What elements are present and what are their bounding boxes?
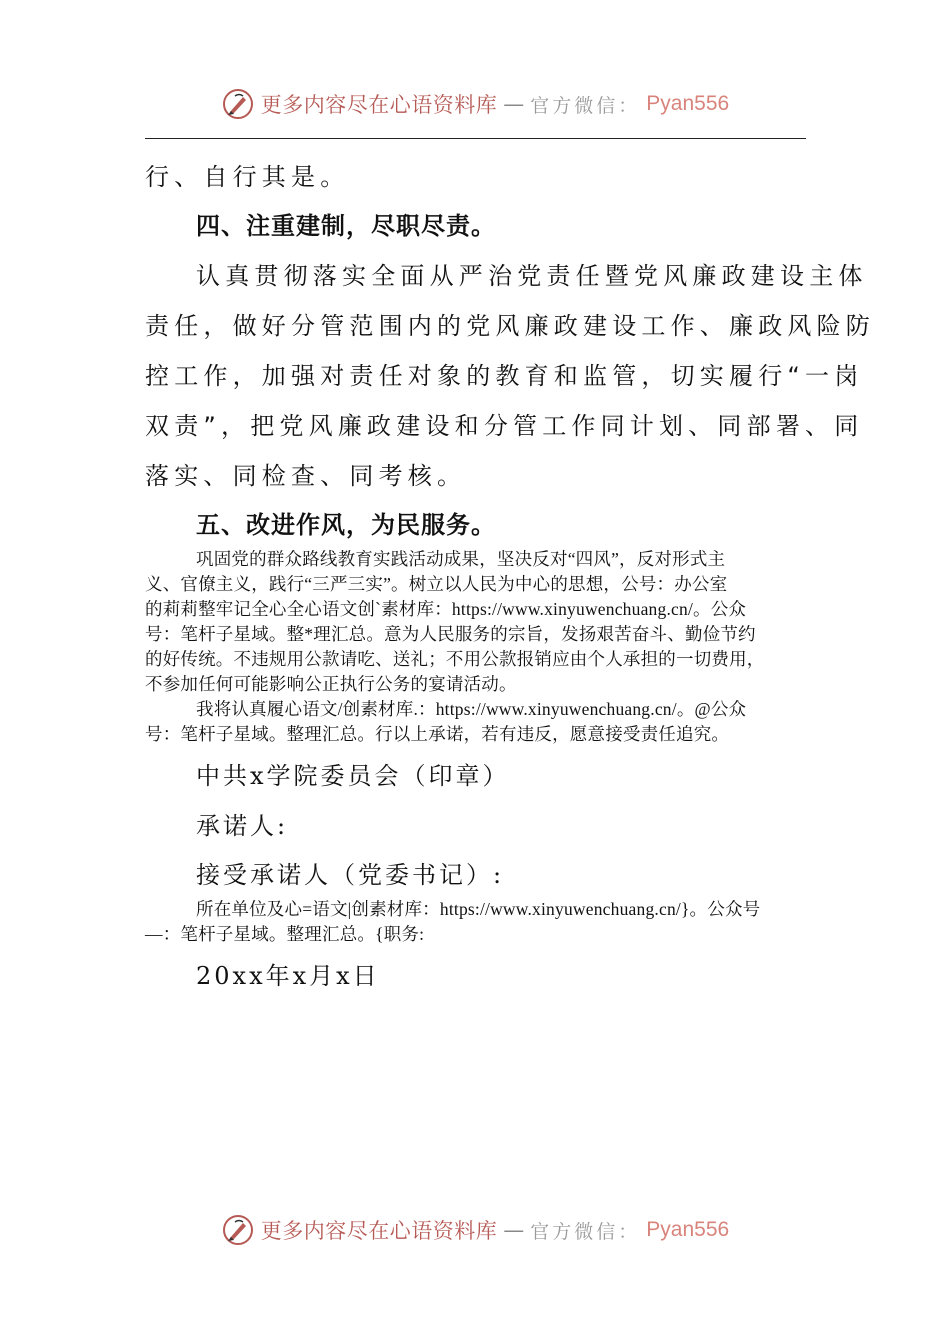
paragraph-5-line-4: 号：笔杆子星域。整*理汇总。意为人民服务的宗旨，发扬艰苦奋斗、勤俭节约: [145, 624, 756, 644]
unit-line-1: 所在单位及心=语文|创素材库：https://www.xinyuwenchuang.cn/}。公众号: [196, 899, 761, 919]
footer-separator: —: [503, 1218, 525, 1242]
paragraph-4-line-3: 控工作，加强对责任对象的教育和监管，切实履行“一岗: [145, 362, 864, 390]
paragraph-4-line-4: 双责”，把党风廉政建设和分管工作同计划、同部署、同: [145, 412, 864, 440]
paragraph-5-line-6: 不参加任何可能影响公正执行公务的宴请活动。: [145, 674, 517, 694]
continued-line: 行、自行其是。: [145, 163, 350, 191]
acceptor-line: 接受承诺人（党委书记）:: [196, 861, 505, 889]
header-wechat-label: 官方微信：: [530, 94, 641, 117]
paragraph-4-line-2: 责任，做好分管范围内的党风廉政建设工作、廉政风险防: [145, 312, 875, 340]
pen-logo-icon: [221, 1213, 255, 1247]
header-banner: [0, 82, 950, 126]
header-separator: —: [503, 92, 525, 116]
paragraph-4-line-5: 落实、同检查、同考核。: [145, 462, 467, 490]
section-heading-5: 五、改进作风，为民服务。: [196, 511, 496, 539]
date-line: 20xx年x月x日: [196, 962, 380, 990]
paragraph-5-line-5: 的好传统。不违规用公款请吃、送礼；不用公款报销应由个人承担的一切费用，: [145, 649, 765, 669]
paragraph-6-line-2: 号：笔杆子星域。整理汇总。行以上承诺，若有违反，愿意接受责任追究。: [145, 724, 730, 744]
organization-seal-line: 中共x学院委员会（印章）: [196, 762, 510, 790]
footer-site-text: 更多内容尽在心语资料库: [260, 1219, 498, 1243]
header-site-text: 更多内容尽在心语资料库: [260, 93, 498, 117]
footer-wechat-label: 官方微信：: [530, 1220, 641, 1243]
paragraph-5-line-2: 义、官僚主义，践行“三严三实”。树立以人民为中心的思想，公号：办公室: [145, 574, 728, 594]
header-divider: [145, 138, 806, 139]
footer-wechat-id: Pyan556: [646, 1218, 730, 1241]
pen-logo-icon: [221, 87, 255, 121]
paragraph-5-line-3: 的莉莉整牢记全心全心语文创`素材库：https://www.xinyuwenchuang.cn/。公众: [145, 599, 747, 619]
paragraph-5-line-1: 巩固党的群众路线教育实践活动成果，坚决反对“四风”，反对形式主: [196, 549, 726, 569]
promiser-line: 承诺人:: [196, 812, 289, 840]
paragraph-4-line-1: 认真贯彻落实全面从严治党责任暨党风廉政建设主体: [196, 262, 868, 290]
paragraph-6-line-1: 我将认真履心语文/创素材库.：https://www.xinyuwenchuang.cn/。@公众: [196, 699, 747, 719]
section-heading-4: 四、注重建制，尽职尽责。: [196, 212, 496, 240]
header-wechat-id: Pyan556: [646, 92, 730, 115]
footer-banner: [0, 1208, 950, 1252]
unit-line-2: —：笔杆子星域。整理汇总。{职务:: [145, 924, 425, 944]
